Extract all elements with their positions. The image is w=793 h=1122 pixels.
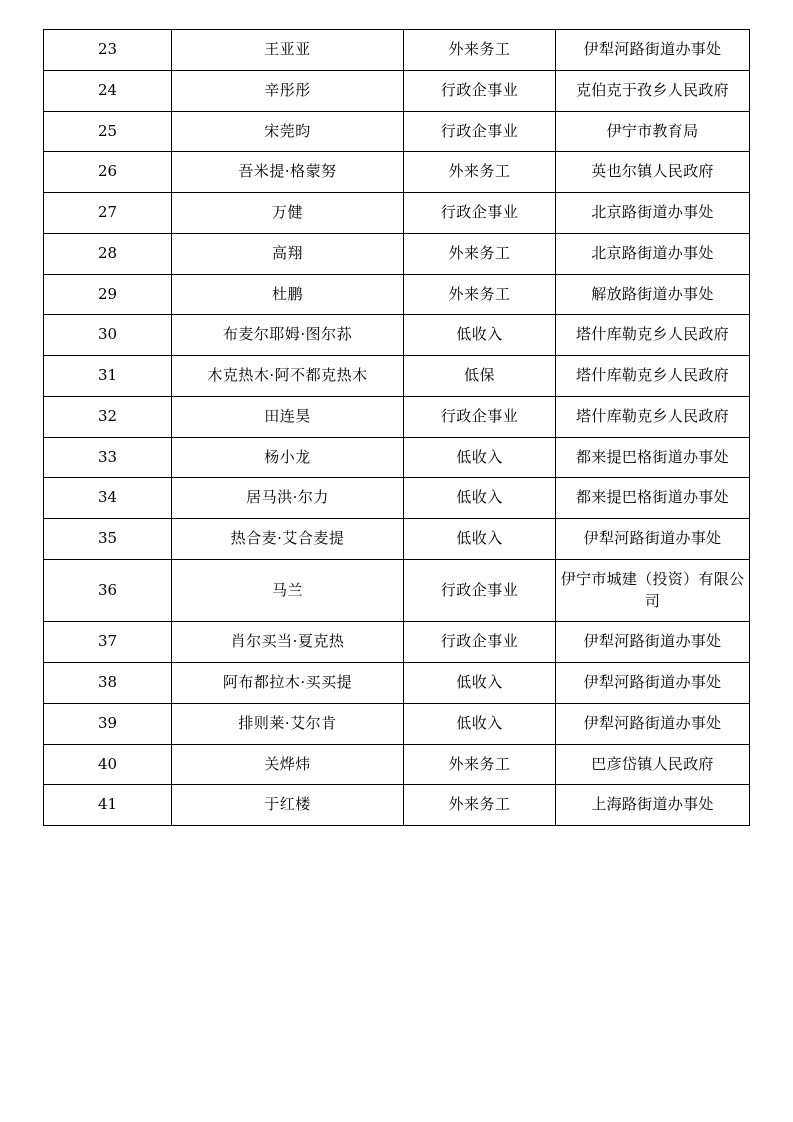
cell-index: 40 xyxy=(44,744,172,785)
cell-type: 低收入 xyxy=(404,663,556,704)
cell-org: 克伯克于孜乡人民政府 xyxy=(556,70,750,111)
cell-name: 田连昊 xyxy=(172,396,404,437)
cell-type: 低收入 xyxy=(404,703,556,744)
table-row xyxy=(44,559,750,622)
cell-org: 英也尔镇人民政府 xyxy=(556,152,750,193)
cell-index: 31 xyxy=(44,356,172,397)
cell-name: 居马洪·尔力 xyxy=(172,478,404,519)
cell-index: 35 xyxy=(44,519,172,560)
cell-type: 行政企事业 xyxy=(404,559,556,622)
cell-name: 关烨炜 xyxy=(172,744,404,785)
cell-name: 阿布都拉木·买买提 xyxy=(172,663,404,704)
table-row xyxy=(44,356,750,397)
cell-org: 塔什库勒克乡人民政府 xyxy=(556,356,750,397)
cell-index: 34 xyxy=(44,478,172,519)
cell-index: 24 xyxy=(44,70,172,111)
cell-name: 高翔 xyxy=(172,233,404,274)
cell-name: 马兰 xyxy=(172,559,404,622)
table-row xyxy=(44,111,750,152)
cell-name: 热合麦·艾合麦提 xyxy=(172,519,404,560)
table-row xyxy=(44,663,750,704)
table-row xyxy=(44,193,750,234)
cell-org: 伊犁河路街道办事处 xyxy=(556,663,750,704)
cell-org: 伊宁市教育局 xyxy=(556,111,750,152)
table-row xyxy=(44,30,750,71)
cell-org: 伊犁河路街道办事处 xyxy=(556,30,750,71)
cell-index: 41 xyxy=(44,785,172,826)
cell-org: 伊犁河路街道办事处 xyxy=(556,519,750,560)
roster-table-container xyxy=(43,29,749,826)
cell-name: 肖尔买当·夏克热 xyxy=(172,622,404,663)
cell-org: 北京路街道办事处 xyxy=(556,233,750,274)
cell-type: 外来务工 xyxy=(404,152,556,193)
cell-name: 辛彤彤 xyxy=(172,70,404,111)
cell-org: 巴彦岱镇人民政府 xyxy=(556,744,750,785)
table-row xyxy=(44,519,750,560)
cell-org: 塔什库勒克乡人民政府 xyxy=(556,315,750,356)
cell-index: 32 xyxy=(44,396,172,437)
cell-type: 行政企事业 xyxy=(404,111,556,152)
cell-name: 吾米提·格蒙努 xyxy=(172,152,404,193)
cell-index: 37 xyxy=(44,622,172,663)
cell-org: 上海路街道办事处 xyxy=(556,785,750,826)
cell-type: 外来务工 xyxy=(404,785,556,826)
table-row xyxy=(44,785,750,826)
table-body xyxy=(44,30,750,826)
table-row xyxy=(44,478,750,519)
table-row xyxy=(44,437,750,478)
cell-org: 伊犁河路街道办事处 xyxy=(556,703,750,744)
table-row xyxy=(44,274,750,315)
cell-type: 低收入 xyxy=(404,478,556,519)
cell-index: 33 xyxy=(44,437,172,478)
cell-org: 北京路街道办事处 xyxy=(556,193,750,234)
cell-index: 36 xyxy=(44,559,172,622)
roster-table xyxy=(43,29,750,826)
cell-org: 都来提巴格街道办事处 xyxy=(556,437,750,478)
cell-index: 30 xyxy=(44,315,172,356)
table-row xyxy=(44,70,750,111)
cell-name: 王亚亚 xyxy=(172,30,404,71)
cell-index: 26 xyxy=(44,152,172,193)
cell-org: 解放路街道办事处 xyxy=(556,274,750,315)
cell-type: 外来务工 xyxy=(404,274,556,315)
cell-type: 行政企事业 xyxy=(404,396,556,437)
cell-index: 39 xyxy=(44,703,172,744)
cell-type: 外来务工 xyxy=(404,233,556,274)
cell-type: 外来务工 xyxy=(404,30,556,71)
cell-type: 低收入 xyxy=(404,437,556,478)
table-row xyxy=(44,622,750,663)
table-row xyxy=(44,703,750,744)
cell-name: 杜鹏 xyxy=(172,274,404,315)
cell-type: 低收入 xyxy=(404,519,556,560)
cell-type: 低收入 xyxy=(404,315,556,356)
cell-name: 布麦尔耶姆·图尔荪 xyxy=(172,315,404,356)
cell-org: 伊宁市城建（投资）有限公司 xyxy=(556,559,750,622)
cell-org: 塔什库勒克乡人民政府 xyxy=(556,396,750,437)
table-row xyxy=(44,233,750,274)
cell-name: 木克热木·阿不都克热木 xyxy=(172,356,404,397)
cell-name: 万健 xyxy=(172,193,404,234)
cell-index: 28 xyxy=(44,233,172,274)
cell-name: 宋莞昀 xyxy=(172,111,404,152)
cell-index: 38 xyxy=(44,663,172,704)
cell-type: 外来务工 xyxy=(404,744,556,785)
cell-type: 行政企事业 xyxy=(404,622,556,663)
table-row xyxy=(44,744,750,785)
cell-type: 低保 xyxy=(404,356,556,397)
cell-index: 23 xyxy=(44,30,172,71)
cell-index: 25 xyxy=(44,111,172,152)
cell-index: 27 xyxy=(44,193,172,234)
table-row xyxy=(44,396,750,437)
cell-org: 都来提巴格街道办事处 xyxy=(556,478,750,519)
cell-name: 于红楼 xyxy=(172,785,404,826)
cell-name: 杨小龙 xyxy=(172,437,404,478)
table-row xyxy=(44,315,750,356)
cell-type: 行政企事业 xyxy=(404,193,556,234)
table-row xyxy=(44,152,750,193)
cell-name: 排则莱·艾尔肯 xyxy=(172,703,404,744)
cell-index: 29 xyxy=(44,274,172,315)
cell-org: 伊犁河路街道办事处 xyxy=(556,622,750,663)
cell-type: 行政企事业 xyxy=(404,70,556,111)
